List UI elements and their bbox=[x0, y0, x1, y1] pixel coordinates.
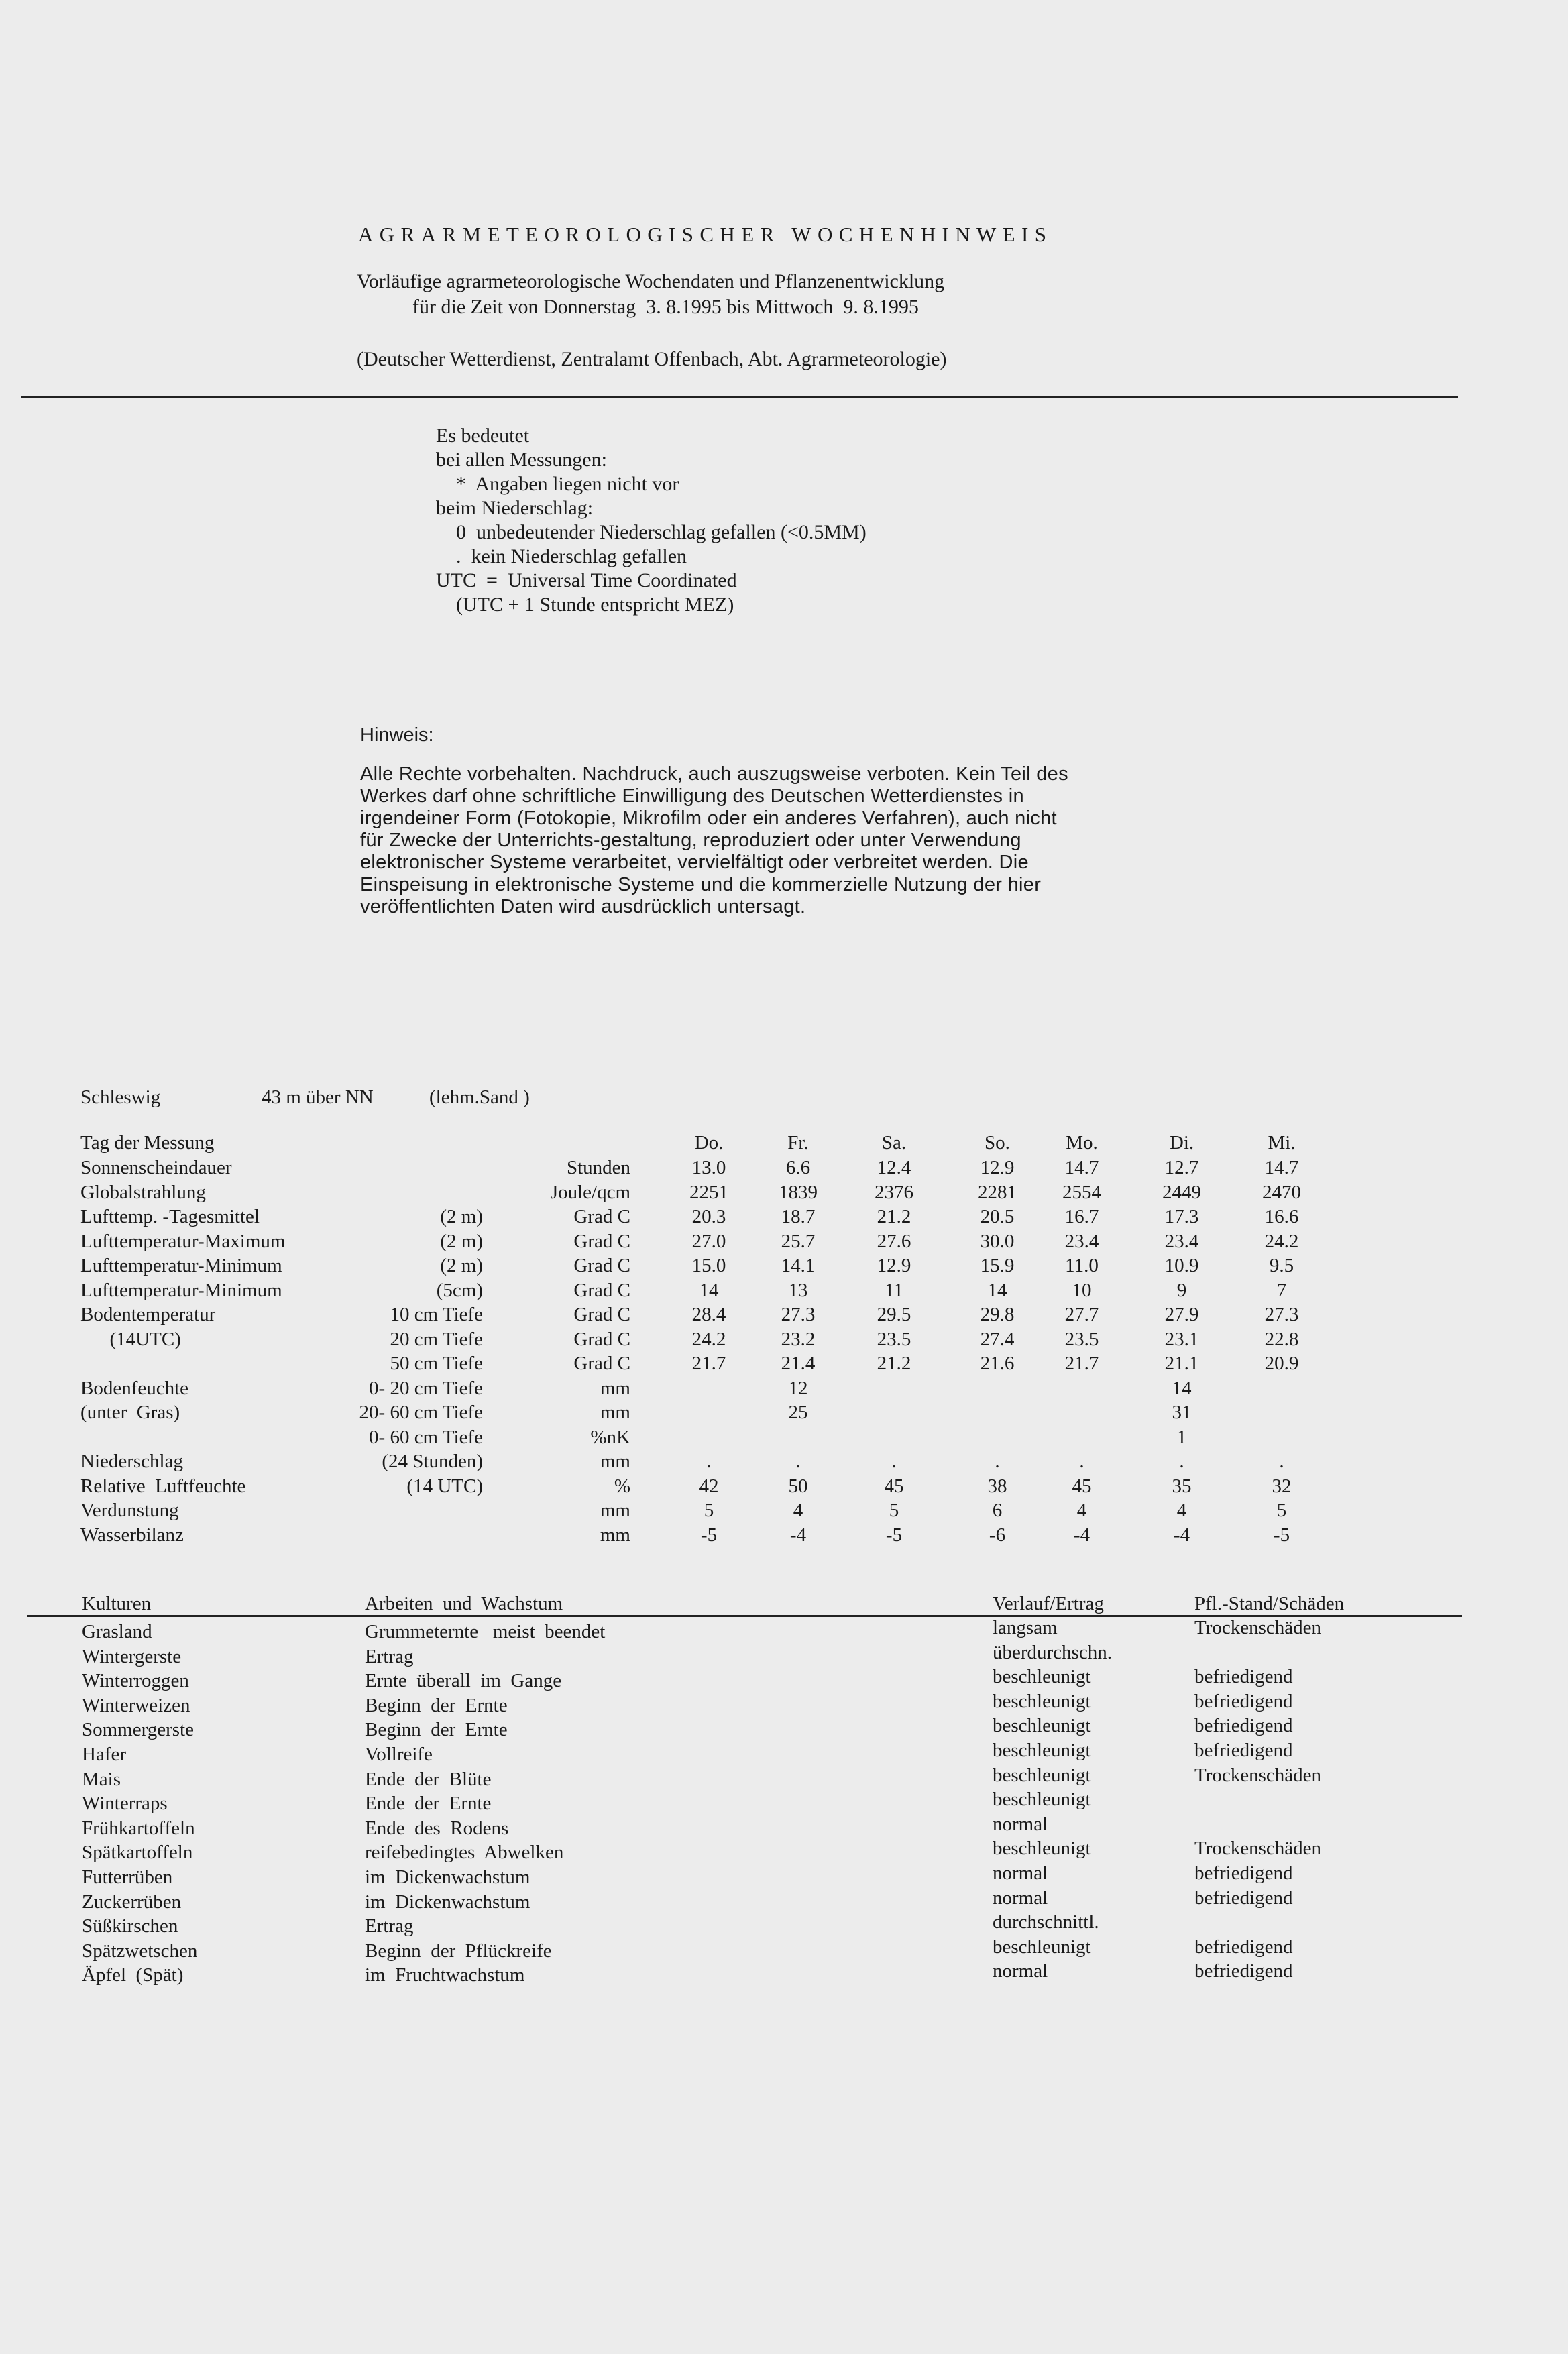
stats-cell: 27.0 bbox=[691, 1231, 726, 1252]
stats-cell: 13 bbox=[788, 1280, 808, 1301]
stats-row-label: Sonnenscheindauer bbox=[80, 1157, 232, 1178]
stats-row-unit: Joule/qcm bbox=[550, 1182, 630, 1203]
crops-cell: normal bbox=[993, 1813, 1048, 1835]
stats-row-label: Lufttemp. -Tagesmittel bbox=[80, 1206, 260, 1227]
stats-cell: 22.8 bbox=[1264, 1329, 1299, 1350]
stats-row-label: Lufttemperatur-Minimum bbox=[80, 1280, 282, 1301]
stats-cell: 5 bbox=[1276, 1500, 1287, 1521]
stats-cell: 23.5 bbox=[1064, 1329, 1099, 1350]
stats-row-label: Bodentemperatur bbox=[80, 1304, 216, 1325]
stats-row-label: Verdunstung bbox=[80, 1500, 179, 1521]
legend-line: * Angaben liegen nicht vor bbox=[436, 473, 679, 495]
stats-cell: 24.2 bbox=[1264, 1231, 1299, 1252]
crops-cell: reifebedingtes Abwelken bbox=[365, 1842, 564, 1863]
crops-header-divider bbox=[27, 1615, 1462, 1617]
crops-cell: Beginn der Ernte bbox=[365, 1719, 508, 1740]
stats-cell: 12.7 bbox=[1164, 1157, 1199, 1178]
stats-row-label: Lufttemperatur-Minimum bbox=[80, 1255, 282, 1276]
day-header: Di. bbox=[1169, 1132, 1194, 1154]
stats-cell: 32 bbox=[1272, 1475, 1292, 1497]
stats-row-detail: (2 m) bbox=[440, 1206, 483, 1227]
source-line: (Deutscher Wetterdienst, Zentralamt Offenbach, Abt. Agrarmeteorologie) bbox=[357, 348, 947, 370]
station-name: Schleswig bbox=[80, 1086, 161, 1108]
stats-cell: . bbox=[706, 1451, 712, 1472]
stats-cell: 24.2 bbox=[691, 1329, 726, 1350]
crops-cell: Grummeternte meist beendet bbox=[365, 1621, 606, 1642]
page-title: AGRARMETEOROLOGISCHER WOCHENHINWEIS bbox=[358, 223, 1053, 246]
stats-cell: . bbox=[1279, 1451, 1284, 1472]
stats-cell: 2281 bbox=[978, 1182, 1017, 1203]
crops-cell: im Dickenwachstum bbox=[365, 1866, 530, 1888]
hinweis-text: Alle Rechte vorbehalten. Nachdruck, auch auszugsweise verboten. Kein Teil des Werkes darf ohne schriftliche Einwilligung des Deutschen Wetterdienstes in irgendeiner Form (Fotokopie, Mikrofilm oder ein anderes Verfahren), auch nicht für Zwecke der Unterrichts-gestaltung, reproduziert oder unter Verwendung elektronischer Systeme verarbeitet, vervielfältigt oder verbreitet werden. Die Einspeisung in elektronische Systeme und die kommerzielle Nutzung der hier veröffentlichten Daten wird ausdrücklich untersagt. bbox=[360, 763, 1068, 917]
stats-cell: 12.4 bbox=[877, 1157, 911, 1178]
stats-cell: 16.7 bbox=[1064, 1206, 1099, 1227]
crops-cell: Futterrüben bbox=[82, 1866, 173, 1888]
stats-cell: 28.4 bbox=[691, 1304, 726, 1325]
stats-row-label: Bodenfeuchte bbox=[80, 1378, 189, 1399]
stats-cell: 9.5 bbox=[1269, 1255, 1294, 1276]
stats-cell: 21.2 bbox=[877, 1206, 911, 1227]
crops-cell: Spätzwetschen bbox=[82, 1940, 198, 1962]
crops-cell: normal bbox=[993, 1887, 1048, 1909]
stats-cell: 21.1 bbox=[1164, 1353, 1199, 1374]
stats-row-unit: mm bbox=[600, 1500, 630, 1521]
crops-cell: Vollreife bbox=[365, 1744, 433, 1765]
crops-cell: langsam bbox=[993, 1617, 1058, 1638]
crops-header: Pfl.-Stand/Schäden bbox=[1194, 1593, 1345, 1614]
crops-cell: Trockenschäden bbox=[1194, 1617, 1321, 1638]
stats-cell: 20.3 bbox=[691, 1206, 726, 1227]
stats-cell: 23.5 bbox=[877, 1329, 911, 1350]
crops-cell: befriedigend bbox=[1194, 1666, 1293, 1687]
subtitle-line-1: Vorläufige agrarmeteorologische Wochendaten und Pflanzenentwicklung bbox=[357, 270, 945, 292]
stats-cell: -6 bbox=[989, 1524, 1006, 1546]
stats-cell: 1839 bbox=[779, 1182, 818, 1203]
crops-cell: Mais bbox=[82, 1769, 121, 1790]
crops-cell: Grasland bbox=[82, 1621, 152, 1642]
crops-cell: Süßkirschen bbox=[82, 1915, 178, 1937]
stats-cell: 21.7 bbox=[691, 1353, 726, 1374]
stats-cell: 35 bbox=[1172, 1475, 1192, 1497]
stats-header-label: Tag der Messung bbox=[80, 1132, 215, 1154]
stats-cell: 50 bbox=[788, 1475, 808, 1497]
stats-row-detail: (14 UTC) bbox=[406, 1475, 483, 1497]
crops-cell: Ende der Blüte bbox=[365, 1769, 492, 1790]
crops-cell: befriedigend bbox=[1194, 1740, 1293, 1761]
crops-cell: Winterraps bbox=[82, 1793, 168, 1814]
legend-line: (UTC + 1 Stunde entspricht MEZ) bbox=[436, 594, 734, 616]
stats-cell: 6.6 bbox=[785, 1157, 811, 1178]
stats-cell: . bbox=[995, 1451, 1000, 1472]
stats-cell: 27.7 bbox=[1064, 1304, 1099, 1325]
crops-cell: befriedigend bbox=[1194, 1862, 1293, 1884]
stats-row-unit: % bbox=[614, 1475, 630, 1497]
stats-cell: 21.4 bbox=[781, 1353, 816, 1374]
stats-cell: 27.4 bbox=[980, 1329, 1015, 1350]
stats-cell: 11 bbox=[885, 1280, 903, 1301]
crops-cell: befriedigend bbox=[1194, 1887, 1293, 1909]
stats-cell: 12 bbox=[788, 1378, 808, 1399]
stats-cell: 27.3 bbox=[781, 1304, 816, 1325]
stats-cell: 2251 bbox=[689, 1182, 728, 1203]
crops-cell: beschleunigt bbox=[993, 1666, 1091, 1687]
stats-row-detail: 20- 60 cm Tiefe bbox=[359, 1402, 483, 1423]
stats-cell: 15.0 bbox=[691, 1255, 726, 1276]
stats-row-unit: Grad C bbox=[573, 1280, 630, 1301]
crops-cell: im Fruchtwachstum bbox=[365, 1964, 525, 1986]
stats-cell: 10 bbox=[1072, 1280, 1092, 1301]
day-header: Fr. bbox=[787, 1132, 809, 1154]
stats-cell: 17.3 bbox=[1164, 1206, 1199, 1227]
stats-cell: 31 bbox=[1172, 1402, 1192, 1423]
crops-cell: Äpfel (Spät) bbox=[82, 1964, 184, 1986]
crops-cell: Ertrag bbox=[365, 1915, 414, 1937]
crops-cell: Winterweizen bbox=[82, 1695, 190, 1716]
stats-cell: 21.7 bbox=[1064, 1353, 1099, 1374]
header-divider bbox=[21, 396, 1458, 398]
crops-cell: befriedigend bbox=[1194, 1960, 1293, 1982]
stats-cell: 4 bbox=[1076, 1500, 1087, 1521]
stats-row-unit: Grad C bbox=[573, 1353, 630, 1374]
crops-cell: Spätkartoffeln bbox=[82, 1842, 193, 1863]
legend-line: bei allen Messungen: bbox=[436, 449, 607, 471]
stats-cell: 27.3 bbox=[1264, 1304, 1299, 1325]
stats-cell: . bbox=[891, 1451, 897, 1472]
stats-cell: 21.6 bbox=[980, 1353, 1015, 1374]
stats-row-unit: Grad C bbox=[573, 1329, 630, 1350]
crops-cell: Sommergerste bbox=[82, 1719, 194, 1740]
stats-cell: 27.6 bbox=[877, 1231, 911, 1252]
stats-row-unit: Grad C bbox=[573, 1255, 630, 1276]
crops-cell: beschleunigt bbox=[993, 1838, 1091, 1859]
stats-cell: 23.1 bbox=[1164, 1329, 1199, 1350]
stats-row-label: Lufttemperatur-Maximum bbox=[80, 1231, 286, 1252]
stats-cell: 38 bbox=[987, 1475, 1007, 1497]
stats-row-unit: mm bbox=[600, 1402, 630, 1423]
crops-cell: Winterroggen bbox=[82, 1670, 189, 1691]
stats-cell: 30.0 bbox=[980, 1231, 1015, 1252]
stats-row-unit: mm bbox=[600, 1524, 630, 1546]
stats-cell: 2449 bbox=[1162, 1182, 1201, 1203]
stats-cell: 16.6 bbox=[1264, 1206, 1299, 1227]
stats-cell: 45 bbox=[884, 1475, 904, 1497]
day-header: So. bbox=[985, 1132, 1010, 1154]
stats-cell: 5 bbox=[704, 1500, 714, 1521]
stats-cell: 6 bbox=[992, 1500, 1003, 1521]
stats-row-detail: (2 m) bbox=[440, 1231, 483, 1252]
stats-row-detail: 20 cm Tiefe bbox=[390, 1329, 483, 1350]
stats-row-unit: Grad C bbox=[573, 1206, 630, 1227]
stats-row-detail: (2 m) bbox=[440, 1255, 483, 1276]
crops-cell: Trockenschäden bbox=[1194, 1764, 1321, 1786]
crops-header: Arbeiten und Wachstum bbox=[365, 1593, 563, 1614]
stats-row-label: Wasserbilanz bbox=[80, 1524, 184, 1546]
stats-cell: 21.2 bbox=[877, 1353, 911, 1374]
legend-line: UTC = Universal Time Coordinated bbox=[436, 569, 737, 592]
stats-cell: 23.4 bbox=[1164, 1231, 1199, 1252]
crops-cell: normal bbox=[993, 1960, 1048, 1982]
stats-cell: 10.9 bbox=[1164, 1255, 1199, 1276]
stats-cell: 18.7 bbox=[781, 1206, 816, 1227]
crops-cell: durchschnittl. bbox=[993, 1911, 1099, 1933]
stats-cell: 14.7 bbox=[1064, 1157, 1099, 1178]
stats-cell: . bbox=[1179, 1451, 1184, 1472]
crops-cell: befriedigend bbox=[1194, 1715, 1293, 1736]
stats-cell: . bbox=[1079, 1451, 1084, 1472]
stats-cell: . bbox=[795, 1451, 801, 1472]
stats-row-detail: (24 Stunden) bbox=[382, 1451, 483, 1472]
stats-cell: 14 bbox=[1172, 1378, 1192, 1399]
stats-row-unit: mm bbox=[600, 1451, 630, 1472]
crops-cell: beschleunigt bbox=[993, 1691, 1091, 1712]
crops-cell: Wintergerste bbox=[82, 1646, 182, 1667]
crops-cell: Ende des Rodens bbox=[365, 1817, 509, 1839]
crops-cell: Ende der Ernte bbox=[365, 1793, 492, 1814]
stats-cell: 2554 bbox=[1062, 1182, 1101, 1203]
stats-cell: 14 bbox=[699, 1280, 719, 1301]
stats-cell: 27.9 bbox=[1164, 1304, 1199, 1325]
day-header: Do. bbox=[694, 1132, 724, 1154]
station-elevation: 43 m über NN bbox=[262, 1086, 374, 1108]
crops-cell: Zuckerrüben bbox=[82, 1891, 182, 1913]
crops-cell: überdurchschn. bbox=[993, 1642, 1112, 1663]
legend-line: . kein Niederschlag gefallen bbox=[436, 545, 687, 567]
stats-cell: 20.5 bbox=[980, 1206, 1015, 1227]
stats-cell: 5 bbox=[889, 1500, 899, 1521]
crops-cell: Beginn der Ernte bbox=[365, 1695, 508, 1716]
stats-row-label: Niederschlag bbox=[80, 1451, 183, 1472]
stats-cell: 9 bbox=[1176, 1280, 1187, 1301]
stats-row-unit: %nK bbox=[590, 1426, 630, 1448]
stats-cell: 12.9 bbox=[980, 1157, 1015, 1178]
crops-cell: beschleunigt bbox=[993, 1789, 1091, 1810]
crops-cell: beschleunigt bbox=[993, 1715, 1091, 1736]
stats-row-unit: Grad C bbox=[573, 1304, 630, 1325]
stats-cell: 42 bbox=[699, 1475, 719, 1497]
crops-cell: Ernte überall im Gange bbox=[365, 1670, 562, 1691]
stats-row-label: Relative Luftfeuchte bbox=[80, 1475, 246, 1497]
stats-cell: 4 bbox=[1176, 1500, 1187, 1521]
crops-header: Kulturen bbox=[82, 1593, 152, 1614]
stats-cell: 7 bbox=[1276, 1280, 1287, 1301]
stats-cell: 13.0 bbox=[691, 1157, 726, 1178]
stats-cell: -5 bbox=[700, 1524, 718, 1546]
crops-cell: beschleunigt bbox=[993, 1764, 1091, 1786]
legend-line: 0 unbedeutender Niederschlag gefallen (<0.5MM) bbox=[436, 521, 866, 543]
stats-row-label: (14UTC) bbox=[80, 1329, 181, 1350]
crops-cell: im Dickenwachstum bbox=[365, 1891, 530, 1913]
day-header: Sa. bbox=[881, 1132, 907, 1154]
crops-cell: Hafer bbox=[82, 1744, 127, 1765]
stats-cell: -4 bbox=[1073, 1524, 1090, 1546]
stats-cell: -4 bbox=[789, 1524, 807, 1546]
crops-cell: Beginn der Pflückreife bbox=[365, 1940, 552, 1962]
day-header: Mo. bbox=[1066, 1132, 1098, 1154]
stats-cell: 12.9 bbox=[877, 1255, 911, 1276]
stats-cell: -5 bbox=[1273, 1524, 1290, 1546]
stats-cell: 1 bbox=[1176, 1426, 1187, 1448]
crops-cell: befriedigend bbox=[1194, 1691, 1293, 1712]
stats-row-label: (unter Gras) bbox=[80, 1402, 180, 1423]
stats-cell: 14.1 bbox=[781, 1255, 816, 1276]
stats-cell: -5 bbox=[885, 1524, 903, 1546]
hinweis-heading: Hinweis: bbox=[360, 724, 434, 746]
crops-cell: Trockenschäden bbox=[1194, 1838, 1321, 1859]
crops-cell: normal bbox=[993, 1862, 1048, 1884]
crops-header: Verlauf/Ertrag bbox=[993, 1593, 1104, 1614]
stats-row-detail: 50 cm Tiefe bbox=[390, 1353, 483, 1374]
stats-cell: 45 bbox=[1072, 1475, 1092, 1497]
stats-cell: 23.4 bbox=[1064, 1231, 1099, 1252]
stats-row-detail: 0- 20 cm Tiefe bbox=[369, 1378, 483, 1399]
stats-cell: 29.5 bbox=[877, 1304, 911, 1325]
stats-cell: 25.7 bbox=[781, 1231, 816, 1252]
stats-cell: -4 bbox=[1173, 1524, 1190, 1546]
stats-row-label: Globalstrahlung bbox=[80, 1182, 206, 1203]
station-soil: (lehm.Sand ) bbox=[429, 1086, 530, 1108]
stats-cell: 25 bbox=[788, 1402, 808, 1423]
stats-row-detail: 0- 60 cm Tiefe bbox=[369, 1426, 483, 1448]
day-header: Mi. bbox=[1268, 1132, 1296, 1154]
stats-cell: 14 bbox=[987, 1280, 1007, 1301]
stats-cell: 11.0 bbox=[1065, 1255, 1099, 1276]
stats-row-detail: 10 cm Tiefe bbox=[390, 1304, 483, 1325]
crops-cell: Frühkartoffeln bbox=[82, 1817, 195, 1839]
stats-cell: 2376 bbox=[875, 1182, 913, 1203]
legend-line: beim Niederschlag: bbox=[436, 497, 594, 519]
crops-cell: Ertrag bbox=[365, 1646, 414, 1667]
crops-cell: befriedigend bbox=[1194, 1936, 1293, 1958]
subtitle-line-2: für die Zeit von Donnerstag 3. 8.1995 bis Mittwoch 9. 8.1995 bbox=[412, 296, 919, 318]
crops-cell: beschleunigt bbox=[993, 1936, 1091, 1958]
stats-cell: 29.8 bbox=[980, 1304, 1015, 1325]
stats-cell: 15.9 bbox=[980, 1255, 1015, 1276]
stats-cell: 4 bbox=[793, 1500, 803, 1521]
stats-row-unit: Grad C bbox=[573, 1231, 630, 1252]
crops-cell: beschleunigt bbox=[993, 1740, 1091, 1761]
stats-row-unit: mm bbox=[600, 1378, 630, 1399]
stats-cell: 20.9 bbox=[1264, 1353, 1299, 1374]
stats-cell: 2470 bbox=[1262, 1182, 1301, 1203]
stats-cell: 23.2 bbox=[781, 1329, 816, 1350]
stats-row-detail: (5cm) bbox=[436, 1280, 483, 1301]
stats-cell: 14.7 bbox=[1264, 1157, 1299, 1178]
stats-row-unit: Stunden bbox=[566, 1157, 630, 1178]
legend-line: Es bedeutet bbox=[436, 425, 530, 447]
